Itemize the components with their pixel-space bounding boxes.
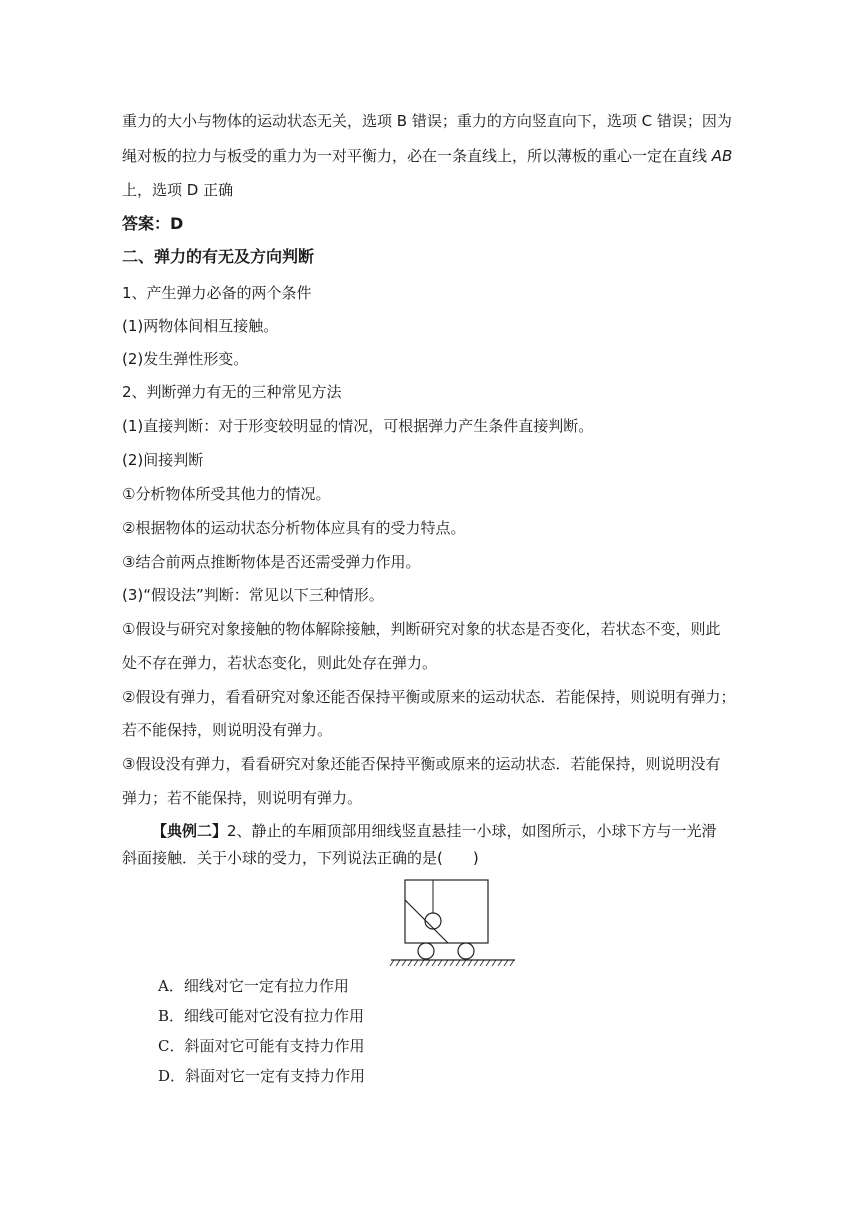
- explanation-line-3: 上，选项 D 正确: [122, 181, 234, 199]
- example-question-text: 2、静止的车厢顶部用细线竖直悬挂一小球，如图所示，小球下方与一光滑: [227, 822, 717, 840]
- method-indirect: (2)间接判断: [122, 451, 204, 469]
- indirect-step-3: ③结合前两点推断物体是否还需受弹力作用。: [122, 553, 421, 571]
- wheel-left: [418, 943, 434, 959]
- ground-hatching: [390, 960, 514, 966]
- assumption-2-line-1: ②假设有弹力，看看研究对象还能否保持平衡或原来的运动状态．若能保持，则说明有弹力；: [122, 688, 736, 706]
- condition-1: (1)两物体间相互接触。: [122, 317, 279, 335]
- methods-heading: 2、判断弹力有无的三种常见方法: [122, 383, 342, 401]
- car-body: [405, 880, 488, 943]
- condition-2: (2)发生弹性形变。: [122, 350, 249, 368]
- explanation-line-2: [122, 145, 732, 167]
- example-tag: 【典例二】: [152, 822, 228, 840]
- ball: [425, 913, 441, 929]
- assumption-1-line-1: ①假设与研究对象接触的物体解除接触，判断研究对象的状态是否变化，若状态不变，则此: [122, 620, 721, 638]
- explanation-line-1: 重力的大小与物体的运动状态无关，选项 B 错误；重力的方向竖直向下，选项 C 错误；因为: [122, 112, 732, 130]
- indirect-step-1: ①分析物体所受其他力的情况。: [122, 485, 331, 503]
- answer-label: 答案：D: [122, 214, 184, 233]
- assumption-2-line-2: 若不能保持，则说明没有弹力。: [122, 721, 333, 739]
- method-assumption: (3)“假设法”判断：常见以下三种情形。: [122, 586, 384, 604]
- explanation-line-2-text: 绳对板的拉力与板受的重力为一对平衡力，必在一条直线上，所以薄板的重心一定在直线: [122, 147, 712, 165]
- example-question-line-1: [152, 820, 717, 842]
- option-a: A．细线对它一定有拉力作用: [158, 977, 349, 995]
- assumption-1-line-2: 处不存在弹力，若状态变化，则此处存在弹力。: [122, 654, 438, 672]
- example-question-line-2: 斜面接触．关于小球的受力，下列说法正确的是( ): [122, 849, 479, 867]
- option-d: D．斜面对它一定有支持力作用: [158, 1067, 366, 1085]
- indirect-step-2: ②根据物体的运动状态分析物体应具有的受力特点。: [122, 519, 466, 537]
- option-b: B．细线可能对它没有拉力作用: [158, 1007, 365, 1025]
- assumption-3-line-1: ③假设没有弹力，看看研究对象还能否保持平衡或原来的运动状态．若能保持，则说明没有: [122, 755, 721, 773]
- train-car-diagram: [388, 876, 518, 968]
- assumption-3-line-2: 弹力；若不能保持，则说明有弹力。: [122, 789, 363, 807]
- wheel-right: [458, 943, 474, 959]
- line-ab-label: AB: [711, 147, 733, 165]
- condition-heading: 1、产生弹力必备的两个条件: [122, 284, 312, 302]
- section-2-heading: 二、弹力的有无及方向判断: [122, 247, 315, 266]
- method-direct: (1)直接判断：对于形变较明显的情况，可根据弹力产生条件直接判断。: [122, 417, 594, 435]
- option-c: C．斜面对它可能有支持力作用: [158, 1037, 365, 1055]
